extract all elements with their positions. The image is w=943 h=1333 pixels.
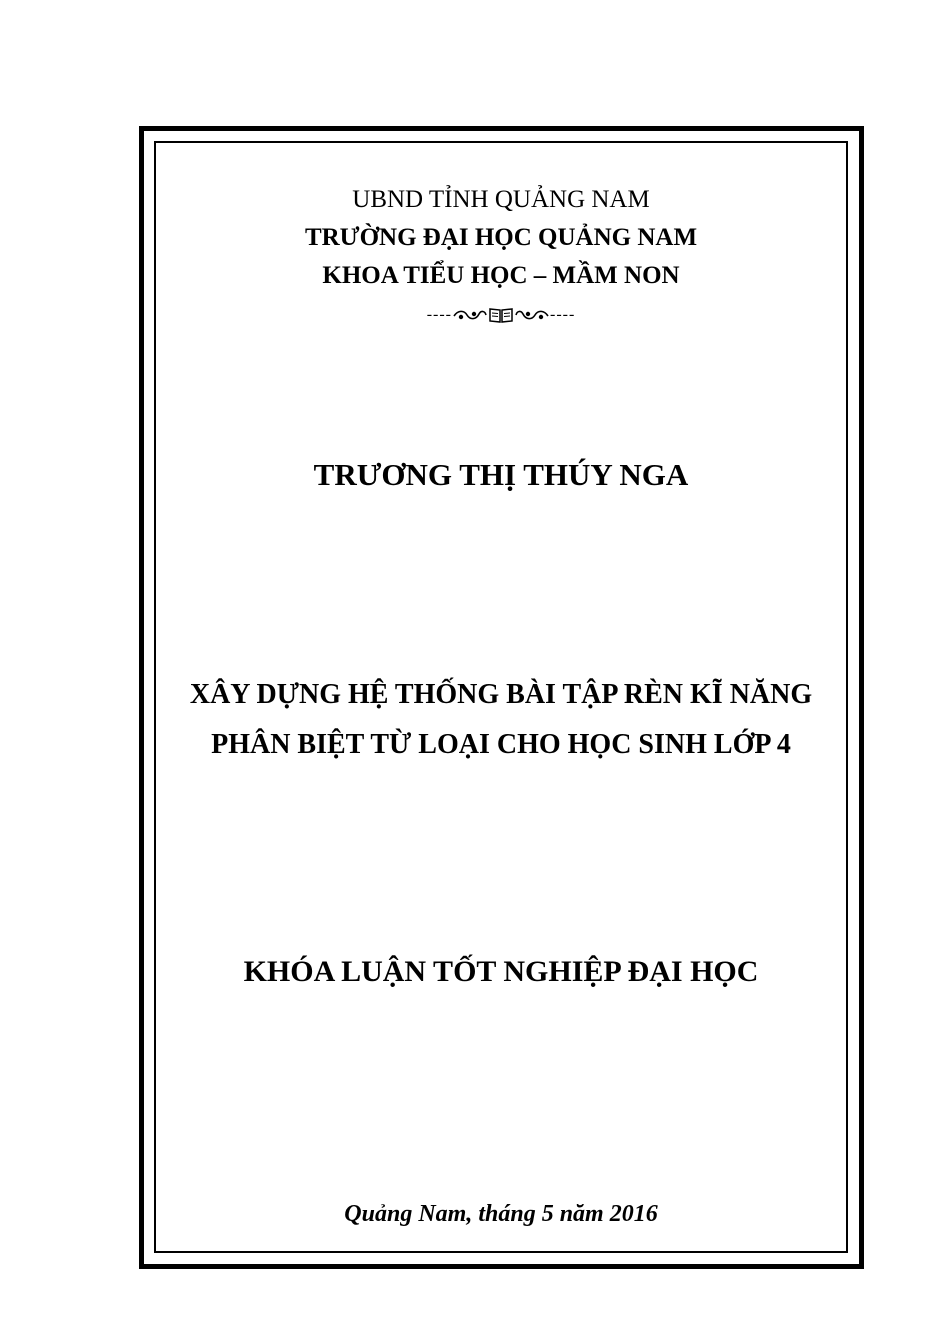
divider-dashes-right: ---- [550, 306, 576, 323]
flourish-icon [452, 307, 488, 323]
thesis-title-line-2: PHÂN BIỆT TỪ LOẠI CHO HỌC SINH LỚP 4 [211, 729, 791, 760]
provincial-committee-line: UBND TỈNH QUẢNG NAM [352, 186, 650, 213]
flourish-icon [514, 307, 550, 323]
open-book-icon [488, 306, 514, 324]
document-type: KHÓA LUẬN TỐT NGHIỆP ĐẠI HỌC [243, 955, 759, 988]
place-and-date: Quảng Nam, tháng 5 năm 2016 [344, 1201, 658, 1227]
university-name: TRƯỜNG ĐẠI HỌC QUẢNG NAM [304, 224, 698, 251]
faculty-name: KHOA TIỂU HỌC – MẦM NON [322, 262, 680, 289]
decorative-divider [154, 302, 848, 328]
thesis-title-line-1: XÂY DỰNG HỆ THỐNG BÀI TẬP RÈN KĨ NĂNG [189, 679, 813, 710]
author-name: TRƯƠNG THỊ THÚY NGA [313, 457, 689, 492]
divider-dashes-left: ---- [426, 306, 452, 323]
